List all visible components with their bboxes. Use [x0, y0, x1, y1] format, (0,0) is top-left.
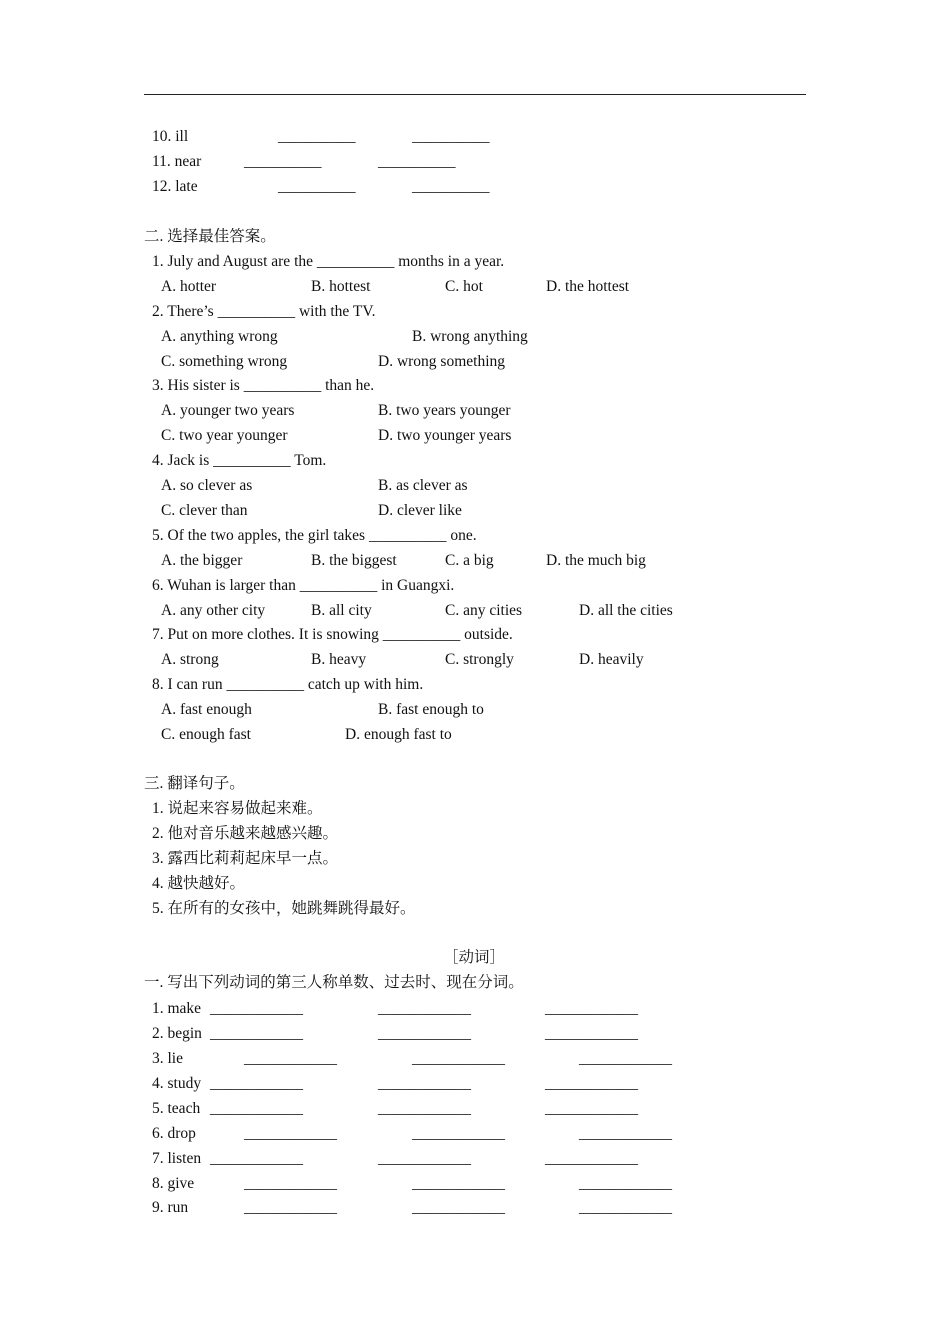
answer-blank: ____________ — [412, 1125, 505, 1142]
answer-blank: ____________ — [210, 1100, 303, 1117]
option-b: B. all city — [311, 602, 372, 619]
option-a: A. so clever as — [161, 477, 253, 494]
answer-blank: ____________ — [579, 1050, 672, 1067]
answer-blank: ____________ — [210, 1075, 303, 1092]
section-heading: 三. 翻译句子。 — [144, 775, 245, 792]
option-a: A. anything wrong — [161, 328, 278, 345]
option-c: C. a big — [445, 552, 494, 569]
answer-blank: ____________ — [545, 1000, 638, 1017]
translation-item: 5. 在所有的女孩中，她跳舞跳得最好。 — [152, 900, 416, 917]
verb-word: 3. lie — [152, 1050, 183, 1067]
answer-blank: ____________ — [579, 1175, 672, 1192]
option-b: B. fast enough to — [378, 701, 484, 718]
answer-blank: ____________ — [378, 1025, 471, 1042]
answer-blank: ____________ — [378, 1150, 471, 1167]
adj-word: 11. near — [152, 153, 202, 170]
option-a: A. younger two years — [161, 402, 295, 419]
translation-item: 4. 越快越好。 — [152, 875, 246, 892]
answer-blank: __________ — [412, 178, 490, 195]
answer-blank: __________ — [412, 128, 490, 145]
adj-word: 12. late — [152, 178, 198, 195]
option-a: A. the bigger — [161, 552, 243, 569]
option-b: B. two years younger — [378, 402, 511, 419]
question-text: 6. Wuhan is larger than __________ in Guangxi. — [152, 577, 455, 594]
answer-blank: ____________ — [378, 1000, 471, 1017]
answer-blank: ____________ — [244, 1050, 337, 1067]
option-b: B. heavy — [311, 651, 367, 668]
answer-blank: ____________ — [545, 1150, 638, 1167]
option-b: B. hottest — [311, 278, 371, 295]
option-b: B. as clever as — [378, 477, 468, 494]
option-d: D. heavily — [579, 651, 644, 668]
option-d: D. enough fast to — [345, 726, 452, 743]
question-text: 4. Jack is __________ Tom. — [152, 452, 327, 469]
verb-word: 9. run — [152, 1199, 189, 1216]
question-text: 1. July and August are the __________ months in a year. — [152, 253, 505, 270]
option-c: C. hot — [445, 278, 483, 295]
option-a: A. any other city — [161, 602, 266, 619]
header-rule — [144, 94, 806, 95]
answer-blank: ____________ — [210, 1025, 303, 1042]
option-d: D. all the cities — [579, 602, 673, 619]
answer-blank: ____________ — [378, 1100, 471, 1117]
verb-word: 4. study — [152, 1075, 202, 1092]
question-text: 2. There’s __________ with the TV. — [152, 303, 376, 320]
answer-blank: __________ — [378, 153, 456, 170]
answer-blank: ____________ — [412, 1175, 505, 1192]
section-heading: 一. 写出下列动词的第三人称单数、过去时、现在分词。 — [144, 974, 524, 991]
option-d: D. wrong something — [378, 353, 506, 370]
verb-word: 6. drop — [152, 1125, 196, 1142]
answer-blank: ____________ — [412, 1199, 505, 1216]
option-d: D. the hottest — [546, 278, 630, 295]
option-c: C. enough fast — [161, 726, 251, 743]
answer-blank: ____________ — [210, 1000, 303, 1017]
option-c: C. two year younger — [161, 427, 288, 444]
answer-blank: ____________ — [244, 1175, 337, 1192]
verb-word: 5. teach — [152, 1100, 201, 1117]
answer-blank: ____________ — [545, 1100, 638, 1117]
option-a: A. fast enough — [161, 701, 252, 718]
verb-word: 2. begin — [152, 1025, 202, 1042]
answer-blank: __________ — [244, 153, 322, 170]
option-c: C. clever than — [161, 502, 248, 519]
section-heading: 二. 选择最佳答案。 — [144, 228, 276, 245]
answer-blank: ____________ — [210, 1150, 303, 1167]
translation-item: 1. 说起来容易做起来难。 — [152, 800, 323, 817]
question-text: 3. His sister is __________ than he. — [152, 377, 375, 394]
verb-word: 7. listen — [152, 1150, 202, 1167]
option-c: C. something wrong — [161, 353, 288, 370]
option-c: C. any cities — [445, 602, 523, 619]
answer-blank: __________ — [278, 178, 356, 195]
option-a: A. hotter — [161, 278, 217, 295]
question-text: 8. I can run __________ catch up with him. — [152, 676, 424, 693]
option-b: B. wrong anything — [412, 328, 528, 345]
answer-blank: ____________ — [545, 1025, 638, 1042]
answer-blank: ____________ — [545, 1075, 638, 1092]
option-d: D. clever like — [378, 502, 462, 519]
option-a: A. strong — [161, 651, 219, 668]
translation-item: 2. 他对音乐越来越感兴趣。 — [152, 825, 339, 842]
verb-word: 1. make — [152, 1000, 202, 1017]
answer-blank: ____________ — [244, 1199, 337, 1216]
adj-word: 10. ill — [152, 128, 189, 145]
answer-blank: __________ — [278, 128, 356, 145]
answer-blank: ____________ — [378, 1075, 471, 1092]
option-c: C. strongly — [445, 651, 514, 668]
question-text: 5. Of the two apples, the girl takes __________ one. — [152, 527, 477, 544]
section-title: ［动词］ — [443, 949, 506, 966]
translation-item: 3. 露西比莉莉起床早一点。 — [152, 850, 339, 867]
answer-blank: ____________ — [579, 1125, 672, 1142]
answer-blank: ____________ — [244, 1125, 337, 1142]
option-b: B. the biggest — [311, 552, 397, 569]
verb-word: 8. give — [152, 1175, 195, 1192]
option-d: D. the much big — [546, 552, 646, 569]
option-d: D. two younger years — [378, 427, 512, 444]
question-text: 7. Put on more clothes. It is snowing __________ outside. — [152, 626, 513, 643]
answer-blank: ____________ — [412, 1050, 505, 1067]
answer-blank: ____________ — [579, 1199, 672, 1216]
